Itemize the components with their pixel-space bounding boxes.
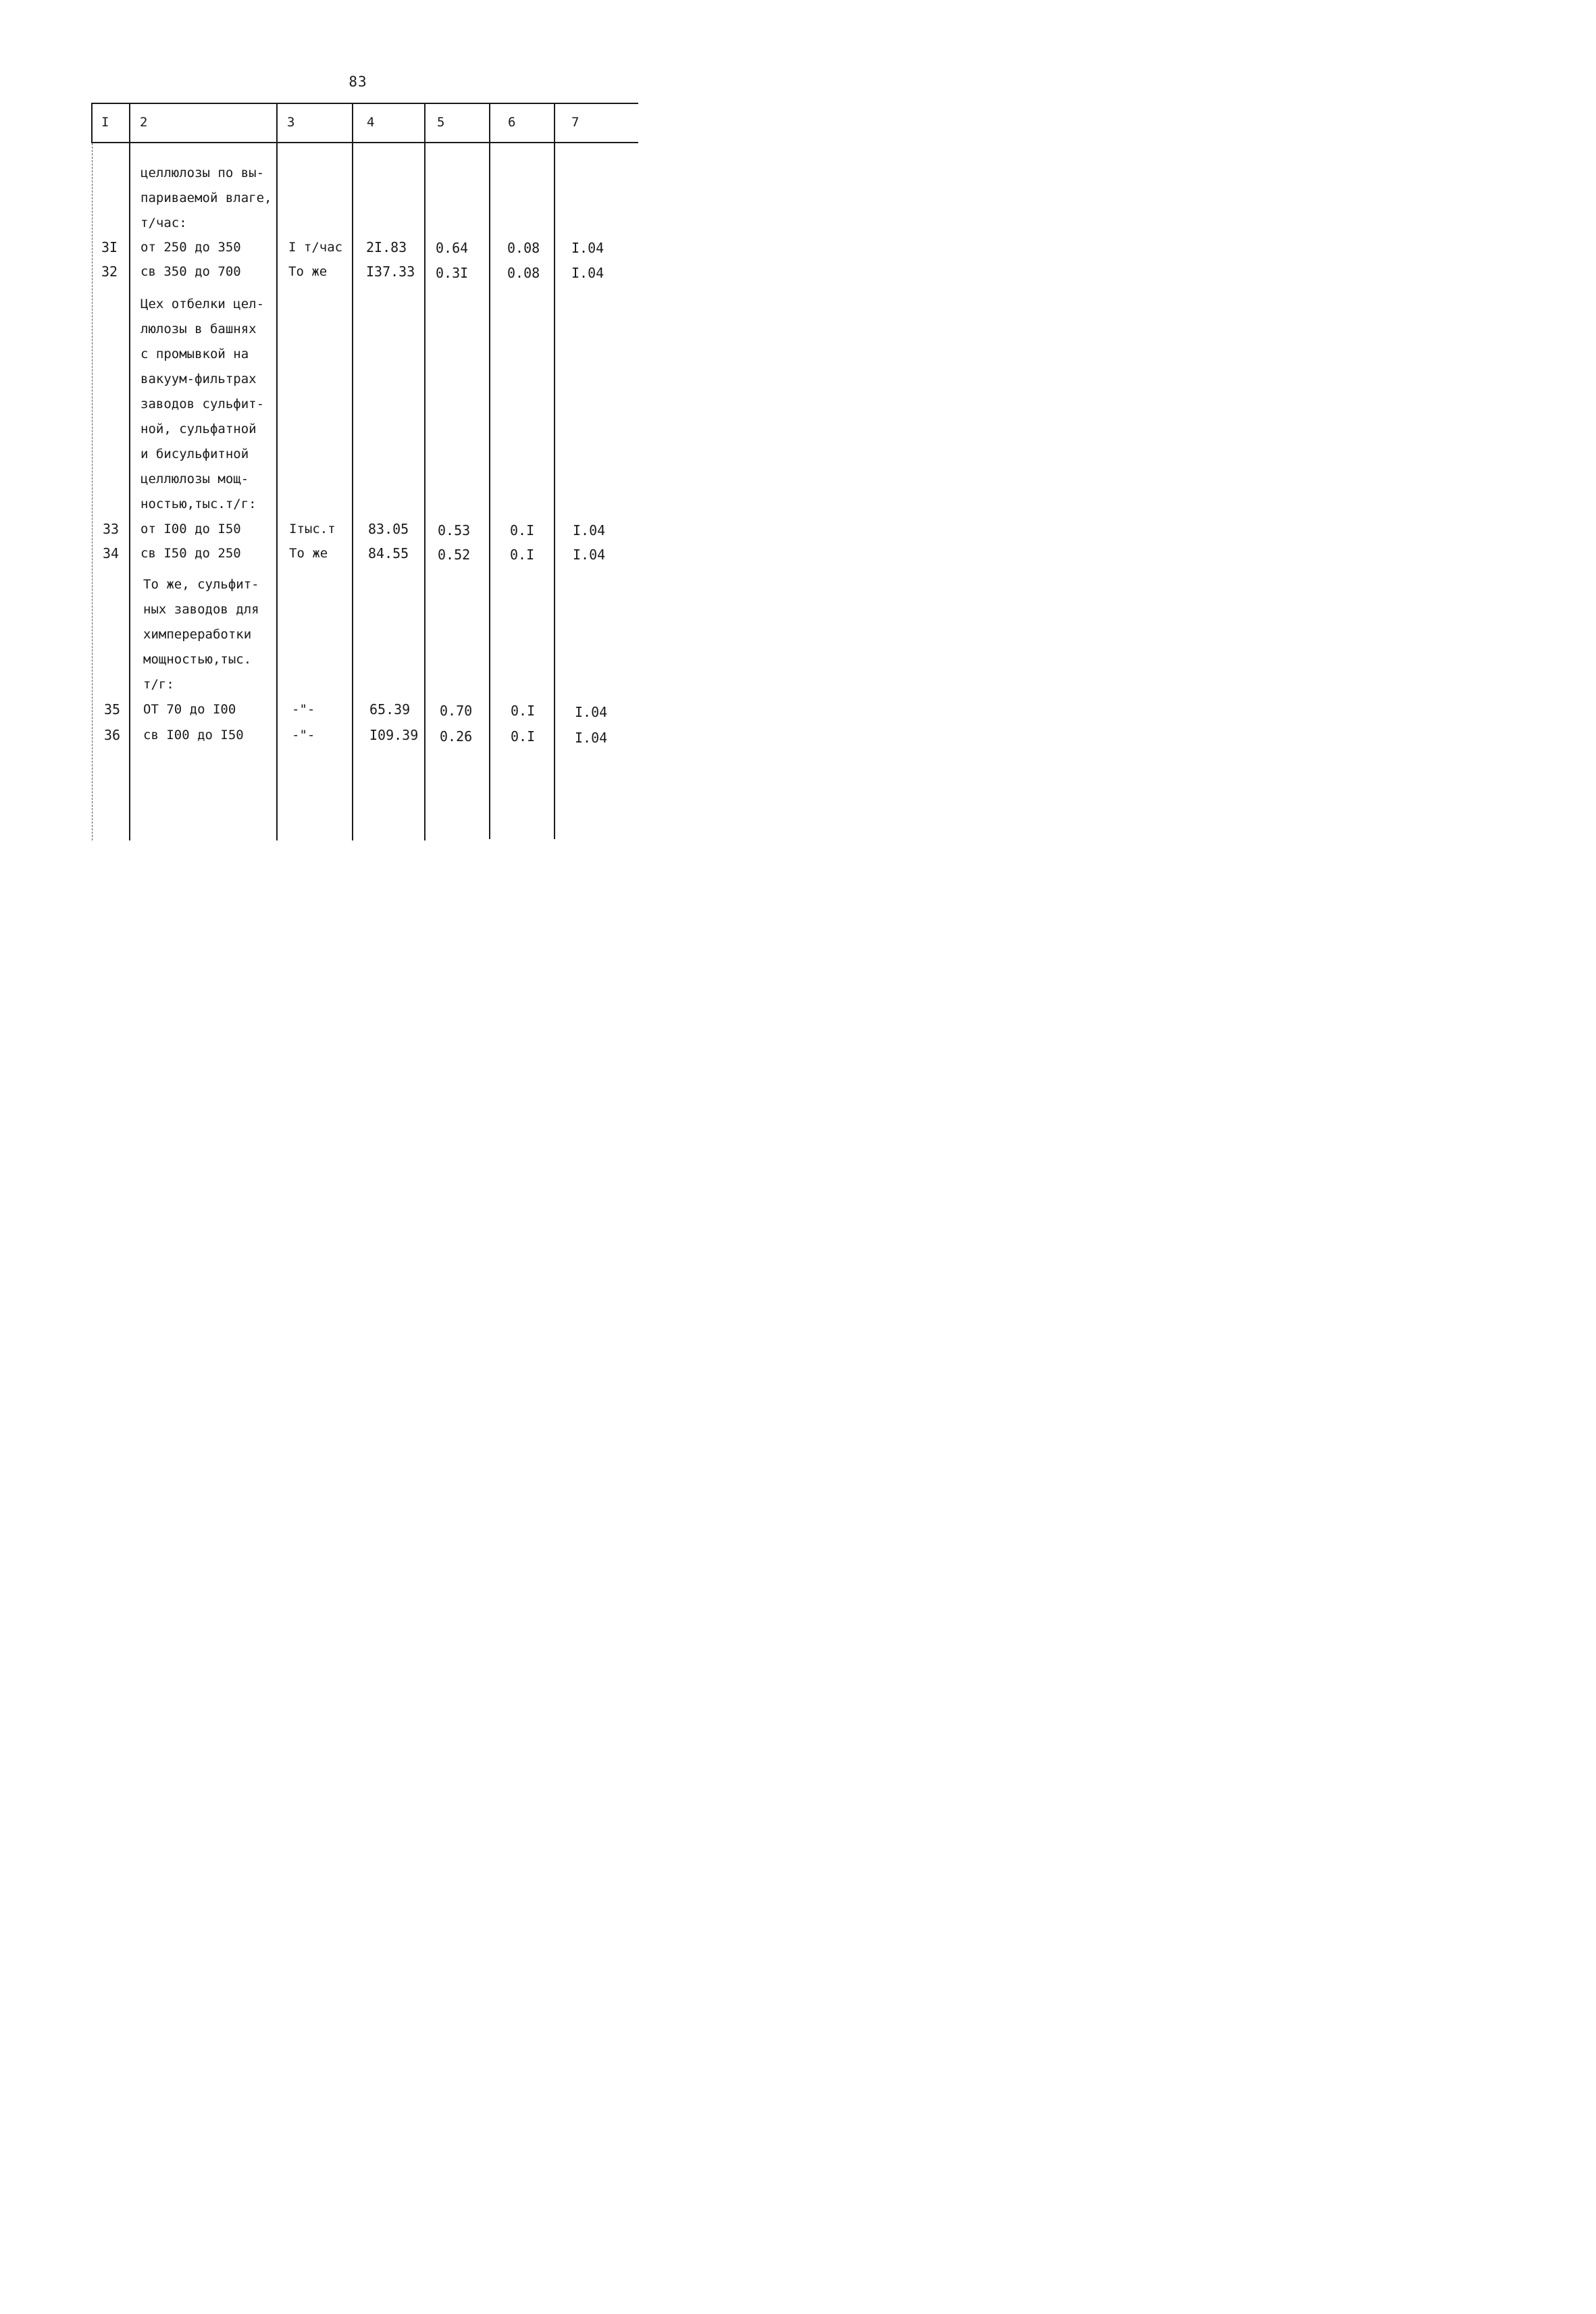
- row-col-7: I.04: [571, 240, 604, 256]
- row-unit: То же: [289, 546, 328, 561]
- header-col-2: 2: [140, 115, 148, 130]
- col-divider-1: [129, 103, 130, 840]
- row-col-6: 0.I: [510, 522, 535, 538]
- row-col-5: 0.3I: [436, 265, 469, 281]
- row-col-6: 0.08: [507, 265, 540, 281]
- col-divider-4: [424, 103, 426, 840]
- description-line: ной, сульфатной: [140, 422, 257, 436]
- description-line: целлюлозы мощ-: [140, 472, 249, 486]
- row-col-5: 0.52: [438, 547, 471, 563]
- row-number: 36: [104, 727, 121, 743]
- description-line: заводов сульфит-: [140, 397, 265, 411]
- description-line: и бисульфитной: [140, 447, 249, 461]
- description-line: т/г:: [143, 677, 174, 692]
- row-number: 34: [103, 545, 120, 561]
- row-col-4: 84.55: [368, 545, 409, 561]
- description-line: Цех отбелки цел-: [140, 297, 265, 311]
- description-line: целлюлозы по вы-: [140, 166, 265, 180]
- row-col-5: 0.70: [440, 703, 473, 719]
- row-col-7: I.04: [575, 704, 608, 720]
- row-col-7: I.04: [575, 730, 608, 746]
- row-col-7: I.04: [573, 547, 606, 563]
- row-col-6: 0.08: [507, 240, 540, 256]
- header-col-3: 3: [287, 115, 295, 130]
- header-col-1: I: [101, 115, 109, 130]
- row-unit: -"-: [292, 728, 315, 743]
- row-name: от I00 до I50: [140, 522, 241, 536]
- row-number: 3I: [101, 239, 118, 255]
- row-col-4: 65.39: [369, 701, 411, 718]
- row-col-5: 0.53: [438, 522, 471, 538]
- row-unit: -"-: [292, 702, 315, 717]
- row-unit: I т/час: [288, 240, 343, 255]
- row-name: св I00 до I50: [143, 728, 244, 743]
- row-col-4: 83.05: [368, 521, 409, 537]
- row-name: ОТ 70 до I00: [143, 702, 236, 717]
- header-col-4: 4: [367, 115, 375, 130]
- row-col-6: 0.I: [511, 728, 536, 745]
- row-name: от 250 до 350: [140, 240, 241, 255]
- description-line: париваемой влаге,: [140, 191, 272, 205]
- col-divider-6: [554, 103, 555, 839]
- col-divider-5: [489, 103, 490, 839]
- header-col-6: 6: [508, 115, 516, 130]
- description-line: химпереработки: [143, 627, 252, 642]
- row-col-5: 0.26: [440, 728, 473, 745]
- header-bottom-rule: [91, 142, 638, 143]
- row-col-5: 0.64: [436, 240, 469, 256]
- row-col-7: I.04: [573, 522, 606, 538]
- row-number: 35: [104, 701, 121, 718]
- row-col-6: 0.I: [510, 547, 535, 563]
- row-number: 32: [101, 263, 118, 280]
- row-col-7: I.04: [571, 265, 604, 281]
- description-line: ных заводов для: [143, 602, 259, 617]
- left-dashed-rule: [92, 143, 93, 840]
- description-line: люлозы в башнях: [140, 322, 257, 336]
- row-col-4: 2I.83: [366, 239, 407, 255]
- row-unit: То же: [288, 264, 328, 279]
- page-number: 83: [349, 74, 367, 90]
- description-line: т/час:: [140, 216, 187, 230]
- col-divider-2: [276, 103, 278, 840]
- col-divider-3: [352, 103, 353, 840]
- description-line: То же, сульфит-: [143, 577, 259, 592]
- row-name: св 350 до 700: [140, 264, 241, 279]
- description-line: ностью,тыс.т/г:: [140, 497, 257, 511]
- row-name: св I50 до 250: [140, 546, 241, 561]
- row-unit: Iтыс.т: [289, 522, 336, 536]
- header-col-7: 7: [571, 115, 580, 130]
- header-left-rule: [91, 103, 93, 143]
- header-top-rule: [91, 103, 638, 104]
- description-line: вакуум-фильтрах: [140, 372, 257, 386]
- description-line: с промывкой на: [140, 347, 249, 361]
- row-col-4: I09.39: [369, 727, 419, 743]
- row-col-6: 0.I: [511, 703, 536, 719]
- row-col-4: I37.33: [366, 263, 415, 280]
- row-number: 33: [103, 521, 120, 537]
- header-col-5: 5: [437, 115, 445, 130]
- description-line: мощностью,тыс.: [143, 652, 252, 667]
